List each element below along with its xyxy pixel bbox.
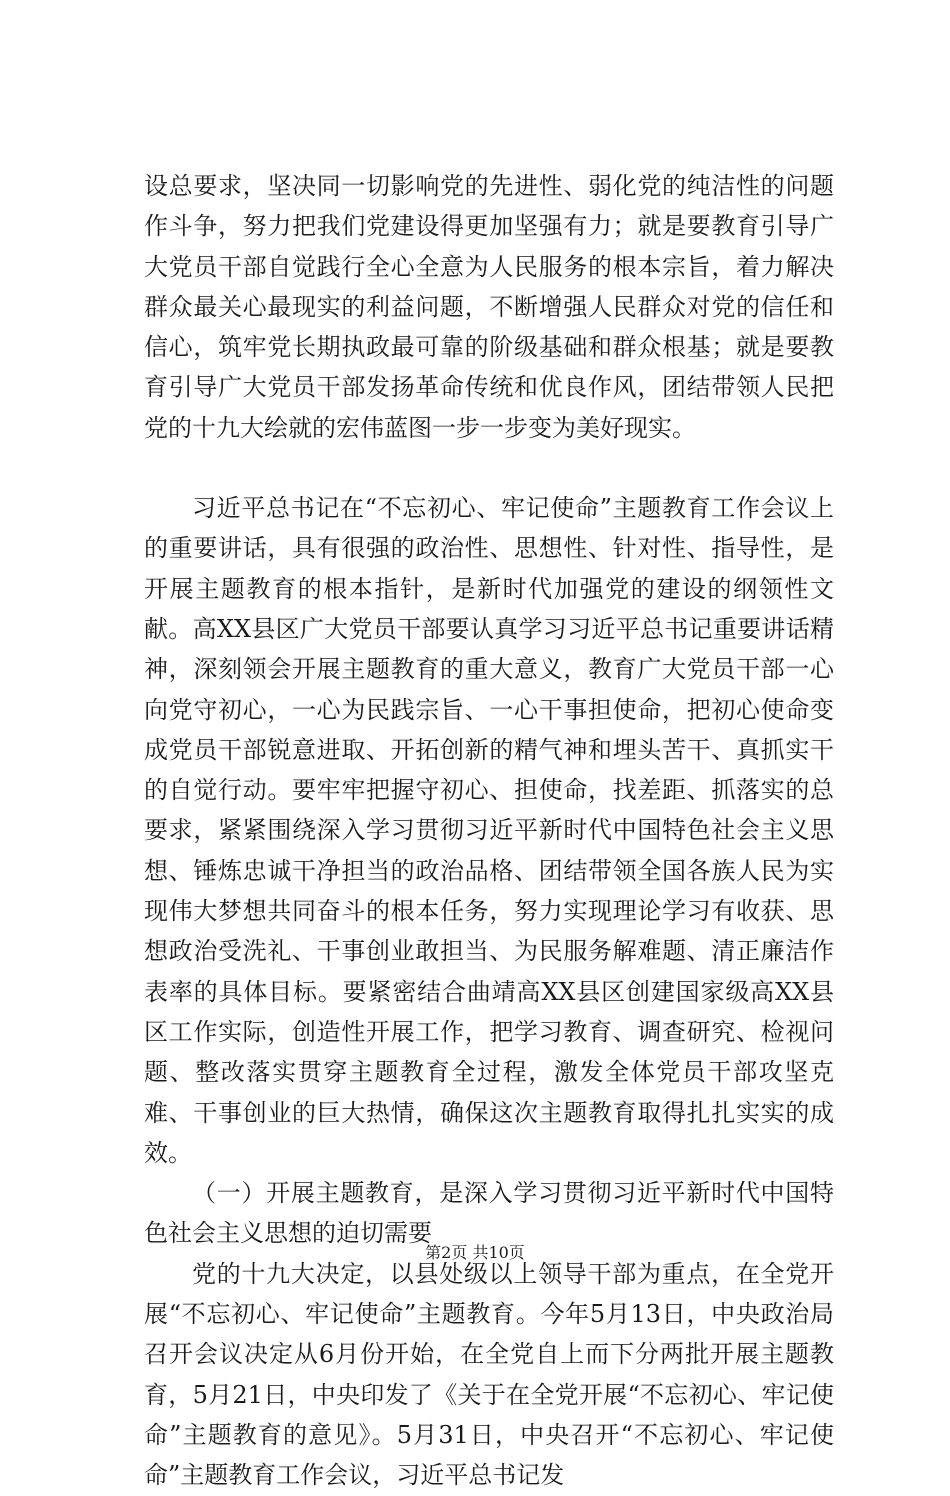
section-heading-1: （一）开展主题教育，是深入学习贯彻习近平新时代中国特色社会主义思想的迫切需要 — [144, 1179, 834, 1248]
document-body — [144, 166, 834, 1496]
page-number-footer: 第2页 共10页 — [425, 1243, 525, 1262]
body-paragraph-3: 党的十九大决定，以县处级以上领导干部为重点，在全党开展“不忘初心、牢记使命”主题教育。今年5月13日，中央政治局召开会议决定从6月份开始，在全党自上而下分两批开展主题教育，5月21日，中央印发了《关于在全党开展“不忘初心、牢记使命”主题教育的意见》。5月31日，中央召开“不忘初心、牢记使命”主题教育工作会议，习近平总书记发 — [144, 1259, 834, 1490]
body-paragraph-1: 设总要求，坚决同一切影响党的先进性、弱化党的纯洁性的问题作斗争，努力把我们党建设得更加坚强有力；就是要教育引导广大党员干部自觉践行全心全意为人民服务的根本宗旨，着力解决群众最关心最现实的利益问题，不断增强人民群众对党的信任和信心，筑牢党长期执政最可靠的阶级基础和群众根基；就是要教育引导广大党员干部发扬革命传统和优良作风，团结带领人民把党的十九大绘就的宏伟蓝图一步一步变为美好现实。 — [144, 172, 834, 442]
body-paragraph-2: 习近平总书记在“不忘初心、牢记使命”主题教育工作会议上的重要讲话，具有很强的政治性、思想性、针对性、指导性，是开展主题教育的根本指针，是新时代加强党的建设的纲领性文献。高XX县区广大党员干部要认真学习习近平总书记重要讲话精神，深刻领会开展主题教育的重大意义，教育广大党员干部一心向党守初心，一心为民践宗旨、一心干事担使命，把初心使命变成党员干部锐意进取、开拓创新的精气神和埋头苦干、真抓实干的自觉行动。要牢牢把握守初心、担使命，找差距、抓落实的总要求，紧紧围绕深入学习贯彻习近平新时代中国特色社会主义思想、锤炼忠诚干净担当的政治品格、团结带领全国各族人民为实现伟大梦想共同奋斗的根本任务，努力实现理论学习有收获、思想政治受洗礼、干事创业敢担当、为民服务解难题、清正廉洁作表率的具体目标。要紧密结合曲靖高XX县区创建国家级高XX县区工作实际，创造性开展工作，把学习教育、调查研究、检视问题、整改落实贯穿主题教育全过程，激发全体党员干部攻坚克难、干事创业的巨大热情，确保这次主题教育取得扎扎实实的成效。 — [144, 494, 834, 1167]
